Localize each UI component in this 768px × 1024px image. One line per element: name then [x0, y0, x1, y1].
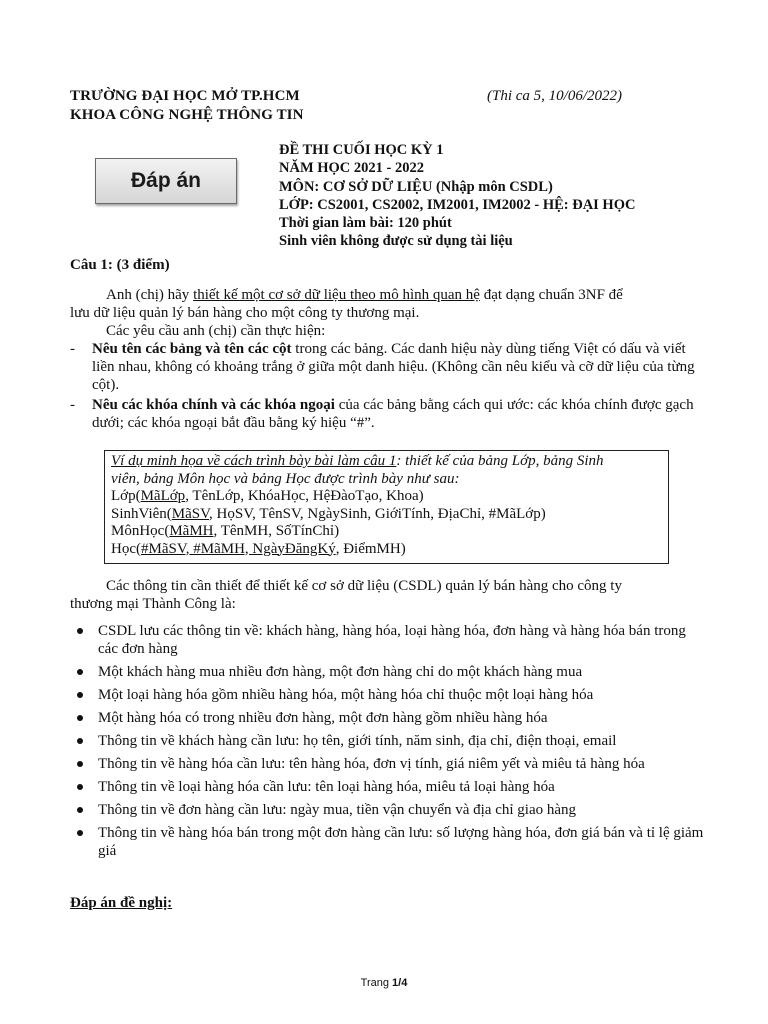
exam-year: NĂM HỌC 2021 - 2022 [279, 160, 424, 177]
requirement-text: của các bảng bằng cách qui ước: các khóa chính được gạch dưới; các khóa ngoại bắt đầu bằng ký hiệu “#”. [92, 397, 694, 431]
example-intro-rest: : thiết kế của bảng Lớp, bảng Sinh [396, 453, 604, 469]
bullet-icon [77, 692, 83, 698]
exam-subject: MÔN: CƠ SỞ DỮ LIỆU (Nhập môn CSDL) [279, 178, 553, 195]
columns: , TênMH, SốTínChỉ) [213, 523, 340, 539]
list-item-text: CSDL lưu các thông tin về: khách hàng, hàng hóa, loại hàng hóa, đơn hàng và hàng hóa bán trong các đơn hàng [98, 623, 686, 657]
table-name: Học( [111, 540, 141, 557]
intro-text-line2: lưu dữ liệu quản lý bán hàng cho một công ty thương mại. [70, 305, 420, 321]
dash-marker: - [70, 397, 75, 413]
bullet-icon [77, 784, 83, 790]
bullet-icon [77, 715, 83, 721]
exam-note: Sinh viên không được sử dụng tài liệu [279, 233, 513, 250]
exam-title: ĐỀ THI CUỐI HỌC KỲ 1 [279, 142, 444, 158]
bullet-icon [77, 738, 83, 744]
list-item [74, 732, 706, 750]
example-box [104, 450, 669, 564]
example-intro-line2: viên, bảng Môn học và bảng Học được trình bày như sau: [111, 470, 460, 487]
list-item [74, 686, 706, 704]
list-item [74, 824, 706, 860]
example-intro [111, 453, 662, 471]
table-name: Lớp( [111, 488, 141, 504]
exam-duration: Thời gian làm bài: 120 phút [279, 215, 452, 232]
intro-text-post: đạt dạng chuẩn 3NF để [479, 287, 623, 303]
bullet-icon [77, 628, 83, 634]
bullet-list [74, 622, 706, 865]
example-row-hoc [111, 541, 662, 559]
requirement-bold: Nêu tên các bảng và tên các cột [92, 341, 292, 357]
list-item-text: Thông tin về khách hàng cần lưu: họ tên, giới tính, năm sinh, địa chỉ, điện thoại, email [98, 733, 617, 749]
list-item-text: Một loại hàng hóa gồm nhiều hàng hóa, một hàng hóa chỉ thuộc một loại hàng hóa [98, 687, 594, 703]
faculty-name: KHOA CÔNG NGHỆ THÔNG TIN [70, 107, 304, 123]
primary-key: MãSV [171, 505, 210, 522]
columns: , HọSV, TênSV, NgàySinh, GiớiTính, ĐịaChỉ, #MãLớp) [209, 505, 546, 522]
info-intro [70, 577, 710, 613]
intro-text-underlined: thiết kế một cơ sở dữ liệu theo mô hình quan hệ [193, 287, 480, 303]
school-name: TRƯỜNG ĐẠI HỌC MỞ TP.HCM [70, 88, 300, 104]
list-item-text: Thông tin về loại hàng hóa cần lưu: tên loại hàng hóa, miêu tả loại hàng hóa [98, 779, 555, 795]
exam-info [279, 141, 635, 251]
question-title: Câu 1: (3 điểm) [70, 257, 170, 273]
answer-heading-text: Đáp án đề nghị: [70, 895, 173, 911]
columns: , TênLớp, KhóaHọc, HệĐàoTạo, Khoa) [185, 488, 424, 504]
page-number: 1/4 [392, 977, 408, 989]
list-item-text: Thông tin về hàng hóa bán trong một đơn hàng cần lưu: số lượng hàng hóa, đơn giá bán và tỉ lệ giảm giá [98, 825, 704, 859]
question-intro [70, 286, 702, 340]
columns: , ĐiểmMH) [335, 540, 406, 557]
requirements-list [70, 340, 702, 434]
requirement-text: trong các bảng. Các danh hiệu này dùng tiếng Việt có dấu và viết liền nhau, không có khoảng trắng ở giữa một danh hiệu. (Không cần nêu kiểu và cỡ dữ liệu của từng cột). [92, 341, 695, 393]
example-row-monhoc [111, 523, 662, 541]
primary-key: MãLớp [140, 488, 186, 504]
requirement-item [70, 396, 702, 432]
intro-text-pre: Anh (chị) hãy [106, 287, 194, 303]
example-row-lop [111, 488, 662, 506]
requirement-item [70, 340, 702, 394]
answer-heading [70, 895, 172, 912]
list-item [74, 709, 706, 727]
info-intro-line1: Các thông tin cần thiết để thiết kế cơ sở dữ liệu (CSDL) quản lý bán hàng cho công ty [106, 578, 622, 594]
list-item [74, 778, 706, 796]
info-intro-line2: thương mại Thành Công là: [70, 596, 236, 612]
bullet-icon [77, 669, 83, 675]
requirement-bold: Nêu các khóa chính và các khóa ngoại [92, 397, 335, 413]
bullet-icon [77, 830, 83, 836]
exam-date: (Thi ca 5, 10/06/2022) [487, 88, 622, 104]
exam-classes: LỚP: CS2001, CS2002, IM2001, IM2002 - HỆ: ĐẠI HỌC [279, 196, 636, 213]
list-item [74, 801, 706, 819]
example-row-sinhvien [111, 506, 662, 524]
list-item-text: Thông tin về đơn hàng cần lưu: ngày mua, tiền vận chuyển và địa chỉ giao hàng [98, 802, 577, 818]
primary-key: #MãSV, #MãMH, NgàyĐăngKý [141, 540, 336, 557]
bullet-icon [77, 761, 83, 767]
footer-prefix: Trang [360, 977, 393, 989]
answer-button[interactable]: Đáp án [95, 158, 237, 204]
list-item [74, 755, 706, 773]
page-footer [0, 977, 768, 989]
list-item-text: Một hàng hóa có trong nhiều đơn hàng, một đơn hàng gồm nhiều hàng hóa [98, 710, 548, 726]
list-item-text: Một khách hàng mua nhiều đơn hàng, một đơn hàng chỉ do một khách hàng mua [98, 664, 583, 680]
requirements-intro: Các yêu cầu anh (chị) cần thực hiện: [106, 323, 326, 339]
bullet-icon [77, 807, 83, 813]
primary-key: MãMH [169, 523, 214, 539]
example-intro-underlined: Ví dụ minh họa về cách trình bày bài làm câu 1 [111, 453, 397, 469]
table-name: SinhViên( [111, 505, 172, 522]
dash-marker: - [70, 341, 75, 357]
list-item [74, 622, 706, 658]
list-item [74, 663, 706, 681]
list-item-text: Thông tin về hàng hóa cần lưu: tên hàng hóa, đơn vị tính, giá niêm yết và miêu tả hàng hóa [98, 756, 645, 772]
table-name: MônHọc( [111, 523, 170, 539]
